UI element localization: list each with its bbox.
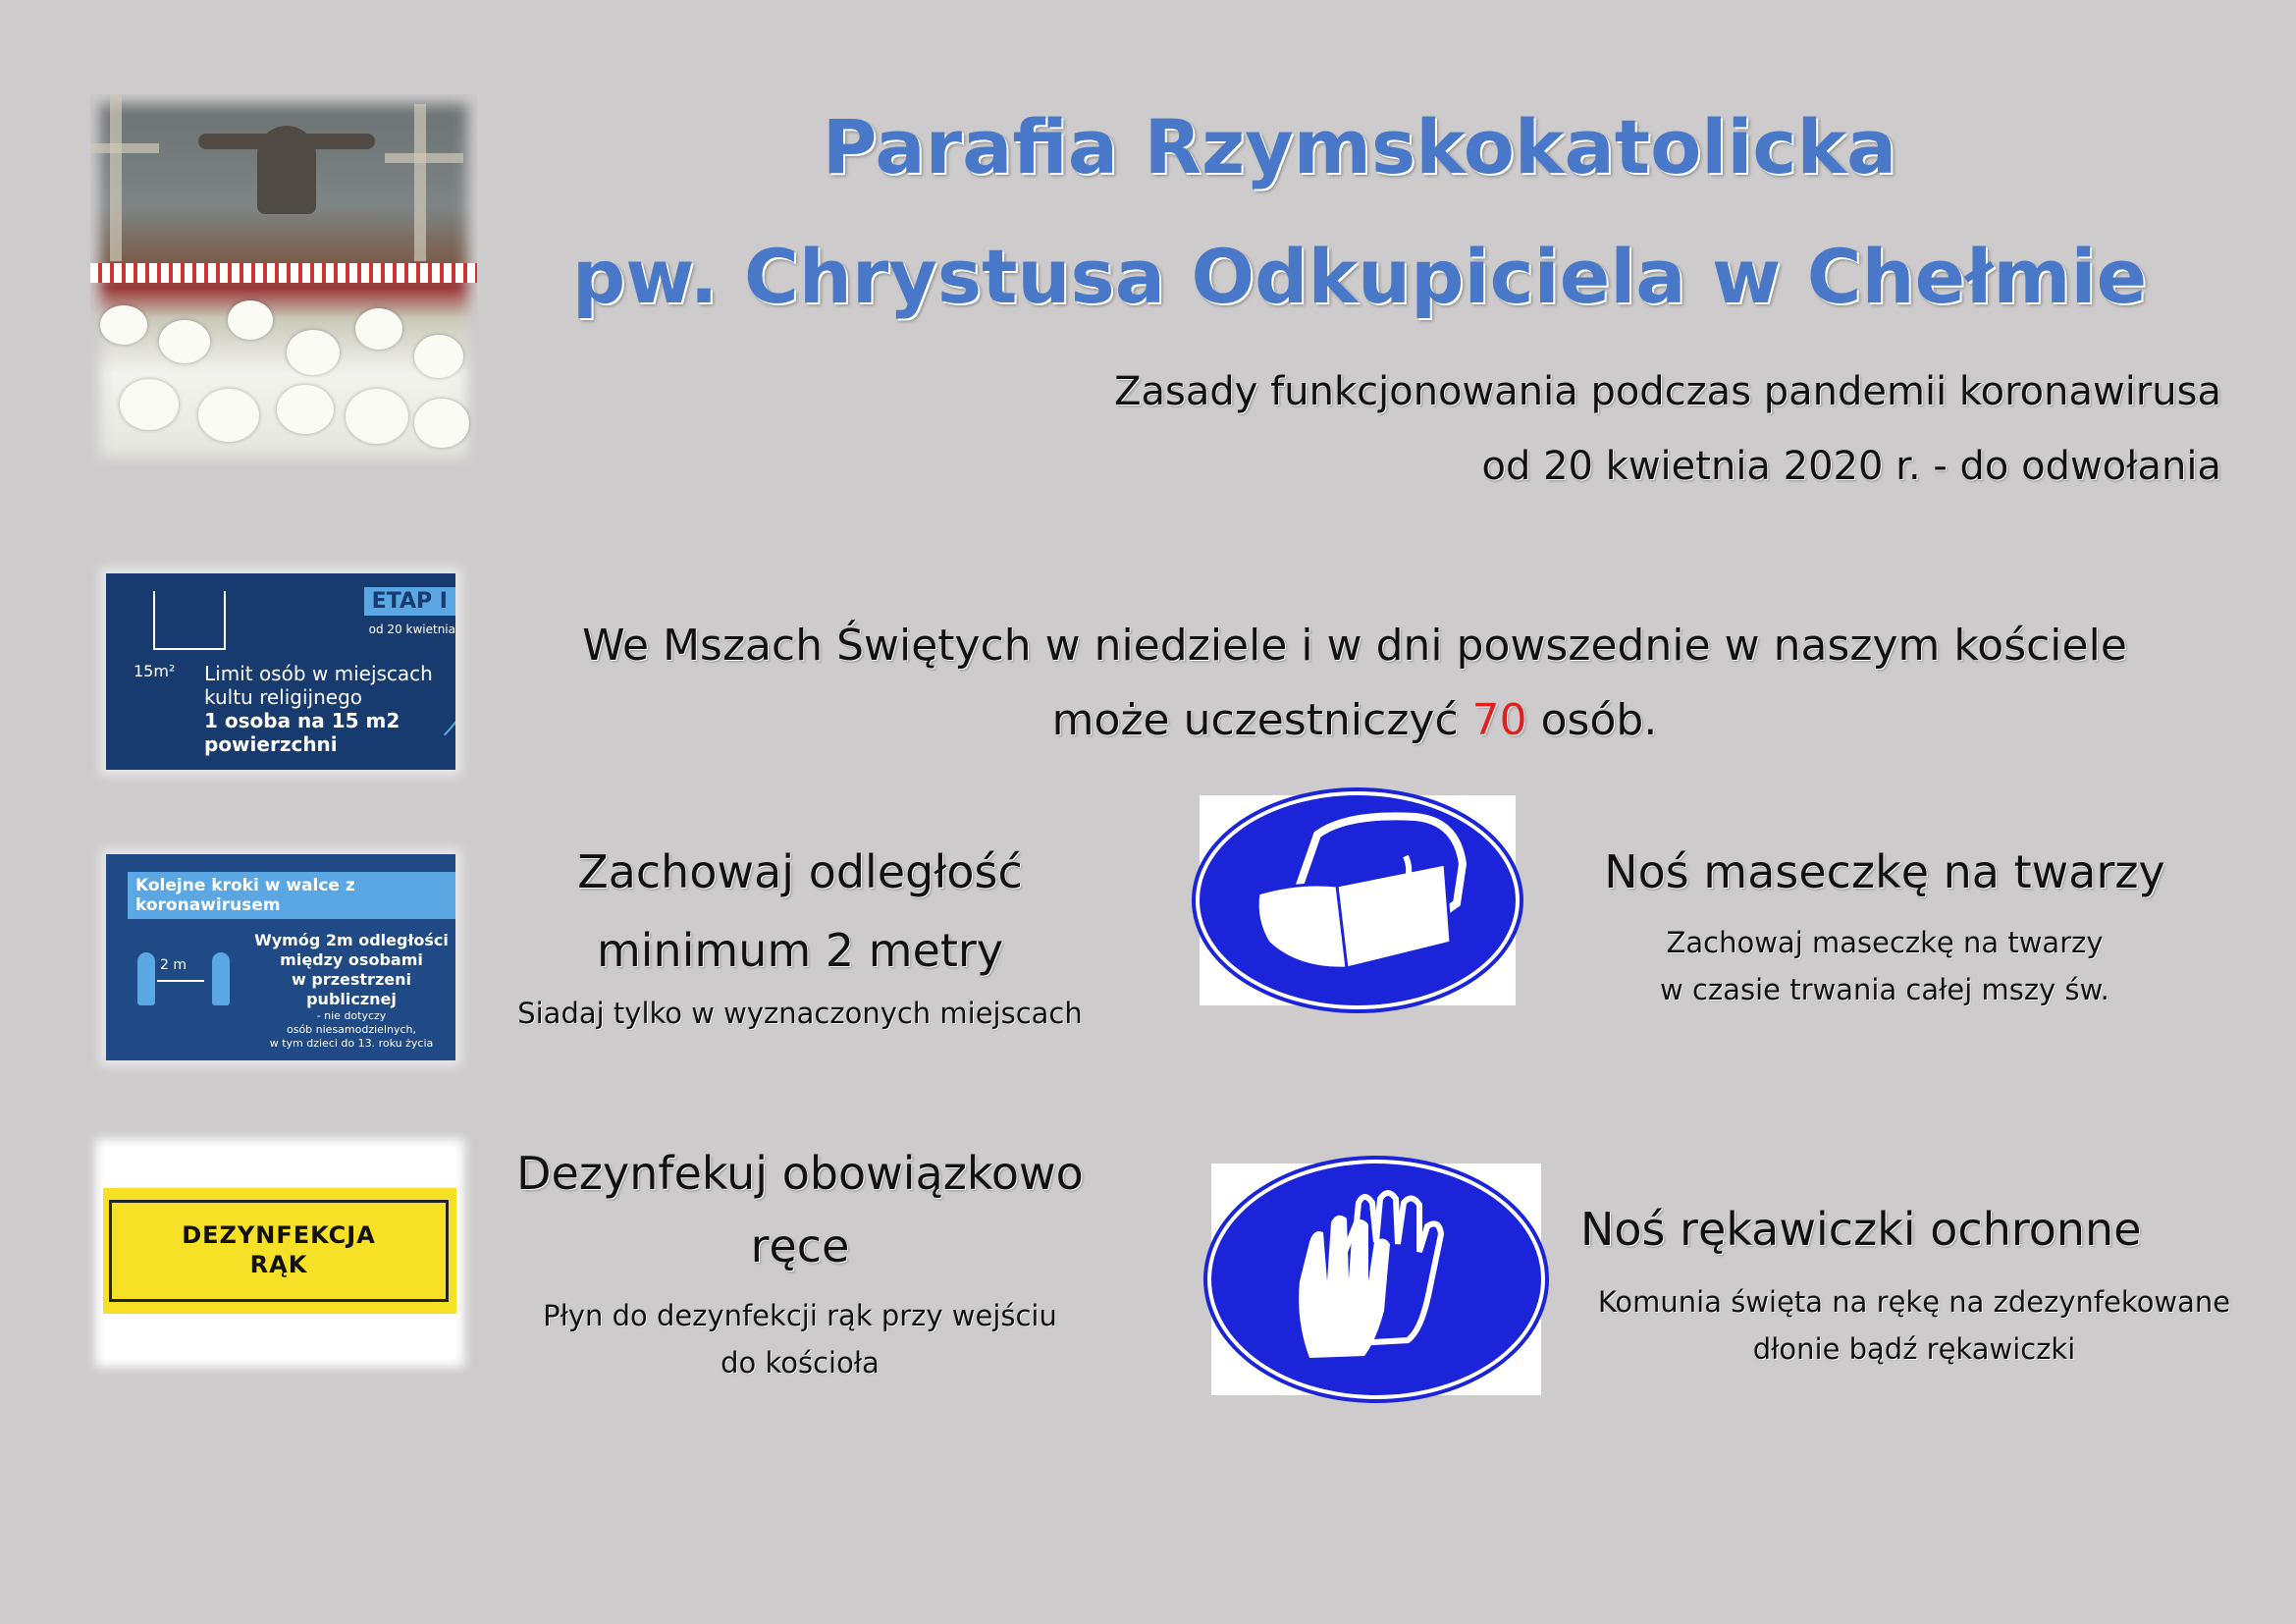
person-icon xyxy=(137,952,155,1005)
distance-rule xyxy=(510,833,1090,1037)
area-label: 15m² xyxy=(133,662,176,680)
disinfect-rule-note-1: Płyn do dezynfekcji rąk przy wejściu xyxy=(543,1299,1057,1332)
mass-attendance-info: We Mszach Świętych w niedziele i w dni powszednie w naszym kościele może uczestniczyć 70 osób. xyxy=(582,621,2127,745)
face-mask-sign xyxy=(1200,795,1516,1005)
hand-disinfection-sign xyxy=(103,1147,456,1359)
occupancy-limit-text: Limit osób w miejscach kultu religijnego 1 osoba na 15 m2 powierzchni xyxy=(204,662,433,756)
distance-label: 2 m xyxy=(160,957,187,973)
disinfect-rule-title-1: Dezynfekuj obowiązkowo xyxy=(516,1147,1084,1200)
gloves-rule-note-1: Komunia święta na rękę na zdezynfekowane xyxy=(1597,1285,2231,1319)
infographic-header: Kolejne kroki w walce z koronawirusem xyxy=(128,872,455,919)
attendance-count: 70 xyxy=(1471,695,1527,745)
parish-title-line2: pw. Chrystusa Odkupiciela w Chełmie xyxy=(571,233,2148,320)
gloves-sign xyxy=(1211,1164,1541,1395)
parish-title-line1: Parafia Rzymskokatolicka xyxy=(822,103,1897,190)
mask-rule-note-1: Zachowaj maseczkę na twarzy xyxy=(1666,926,2104,959)
distance-rule-title-2: minimum 2 metry xyxy=(596,924,1004,977)
disinfect-rule-note-2: do kościoła xyxy=(721,1346,880,1380)
subtitle-line1: Zasady funkcjonowania podczas pandemii koronawirusa xyxy=(1114,369,2221,414)
sign-line2: RĄK xyxy=(249,1251,308,1278)
disinfect-rule-title-2: ręce xyxy=(750,1219,850,1272)
face-mask-icon xyxy=(1200,795,1516,1005)
gloves-rule-title: Noś rękawiczki ochronne xyxy=(1580,1203,2142,1256)
gloves-rule xyxy=(1561,1190,2268,1373)
distance-requirement-text: Wymóg 2m odległości między osobami w przestrzeni publicznej - nie dotyczy osób niesamodzielnych, w tym dzieci do 13. roku życia xyxy=(254,931,449,1050)
church-altar-photo xyxy=(90,94,477,467)
mask-rule-title: Noś maseczkę na twarzy xyxy=(1604,845,2165,898)
etap-date: od 20 kwietnia xyxy=(368,623,455,636)
mask-rule xyxy=(1531,833,2238,1013)
distance-infographic xyxy=(106,854,455,1060)
person-icon xyxy=(212,952,230,1005)
subtitle-line2: od 20 kwietnia 2020 r. - do odwołania xyxy=(1481,444,2221,489)
distance-rule-note: Siadaj tylko w wyznaczonych miejscach xyxy=(517,997,1083,1030)
distance-rule-title-1: Zachowaj odległość xyxy=(577,845,1023,898)
occupancy-limit-infographic xyxy=(106,573,455,770)
mask-rule-note-2: w czasie trwania całej mszy św. xyxy=(1660,973,2109,1006)
disinfect-rule xyxy=(510,1137,1090,1386)
etap-badge: ETAP I xyxy=(364,587,455,616)
gloves-rule-note-2: dłonie bądź rękawiczki xyxy=(1752,1332,2076,1366)
gloves-icon xyxy=(1211,1164,1541,1395)
church-icon xyxy=(153,591,226,650)
sign-line1: DEZYNFEKCJA xyxy=(182,1221,376,1249)
